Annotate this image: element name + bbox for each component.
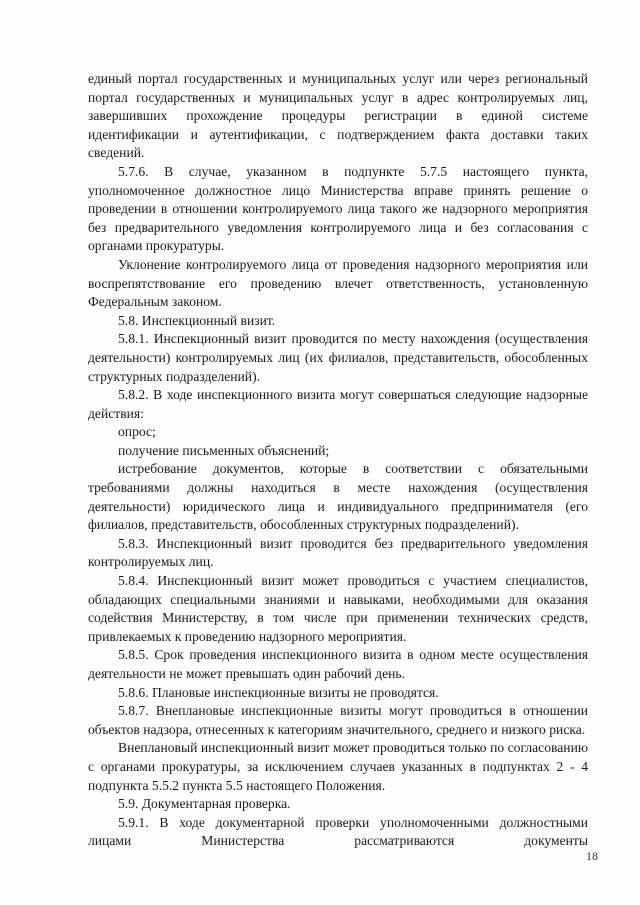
paragraph: 5.8.2. В ходе инспекционного визита могут совершаться следующие надзорные действия: xyxy=(88,387,588,421)
list-item: истребование документов, которые в соответствии с обязательными требованиями должны находиться в месте нахождения (осуществления деятельности) юридического лица и индивидуального предпринимателя (его филиалов, представительств, обособленных структурных подразделений). xyxy=(88,461,588,533)
paragraph: Уклонение контролируемого лица от проведения надзорного мероприятия или воспрепятствование его проведению влечет ответственность, установленную Федеральным законом. xyxy=(88,256,588,310)
paragraph: 5.8.3. Инспекционный визит проводится без предварительного уведомления контролируемых лиц. xyxy=(88,535,588,570)
paragraph: 5.8.1. Инспекционный визит проводится по месту нахождения (осуществления деятельности) контролируемых лиц (их филиалов, представительств, обособленных структурных подразделений). xyxy=(88,331,588,384)
paragraph: 5.8.6. Плановые инспекционные визиты не проводятся. xyxy=(118,684,439,700)
paragraph: 5.7.6. В случае, указанном в подпункте 5.7.5 настоящего пункта, уполномоченное должностное лицо Министерства вправе принять решение о проведении в отношении контролируемого лица такого же надзорного мероприятия без предварительного уведомления контролируемого лица и без согласования с органами прокуратуры. xyxy=(88,163,588,254)
paragraph: 5.8.4. Инспекционный визит может проводиться с участием специалистов, обладающих специальными знаниями и навыками, необходимыми для оказания содействия Министерству, в том числе при применении технических средств, привлекаемых к проведению надзорного мероприятия. xyxy=(88,573,588,644)
paragraph: единый портал государственных и муниципальных услуг или через региональный портал государственных и муниципальных услуг в адрес контролируемых лиц, завершивших прохождение процедуры регистрации в единой системе идентификации и аутентификации, с подтверждением факта доставки таких сведений. xyxy=(88,71,588,161)
paragraph: Внеплановый инспекционный визит может проводиться только по согласованию с органами прокуратуры, за исключением случаев указанных в подпунктах 2 - 4 подпункта 5.5.2 пункта 5.5 настоящего Положения. xyxy=(88,740,588,793)
document-body xyxy=(88,70,588,851)
page-number: 18 xyxy=(586,849,598,863)
list-item: получение письменных объяснений; xyxy=(118,442,330,458)
paragraph: 5.8.5. Срок проведения инспекционного визита в одном месте осуществления деятельности не может превышать один рабочий день. xyxy=(88,647,588,681)
section-heading: 5.9. Документарная проверка. xyxy=(118,796,291,812)
list-item: опрос; xyxy=(118,424,156,440)
paragraph: 5.8.7. Внеплановые инспекционные визиты могут проводиться в отношении объектов надзора, отнесенных к категориям значительного, среднего и низкого риска. xyxy=(88,703,588,737)
section-heading: 5.8. Инспекционный визит. xyxy=(118,312,276,328)
paragraph: 5.9.1. В ходе документарной проверки уполномоченными должностными лицами Министерства рассматриваются документы xyxy=(88,814,588,849)
